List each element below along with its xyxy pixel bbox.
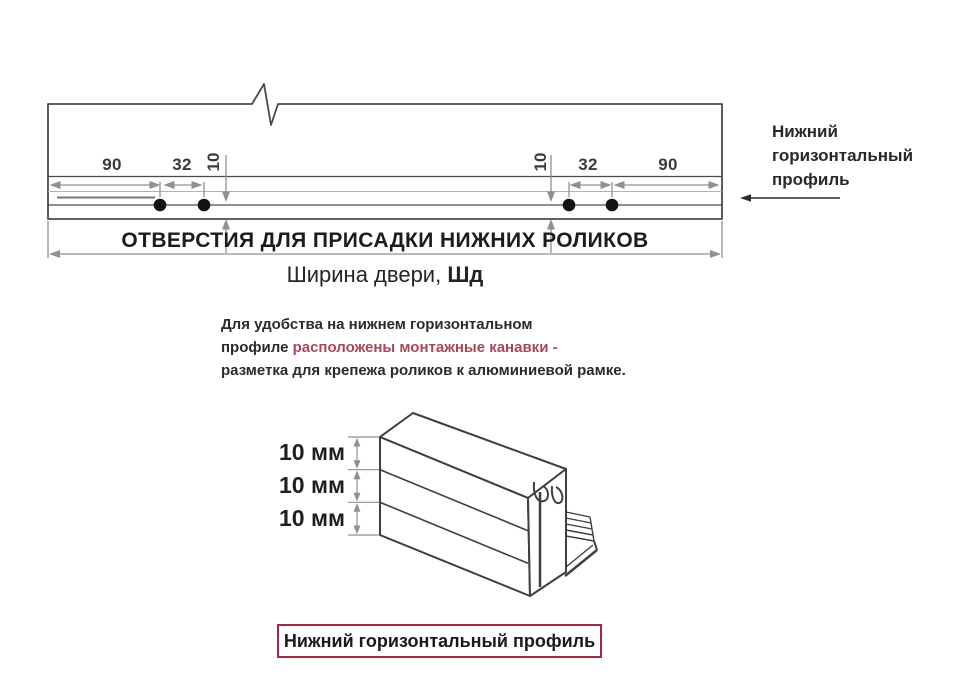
- dim-label-10-right: 10: [531, 152, 550, 172]
- note-line2-highlight: расположены монтажные канавки -: [292, 339, 558, 356]
- profile-groove-lines: [48, 177, 722, 206]
- note-line2-start: профиле: [221, 339, 289, 356]
- holes-title: ОТВЕРСТИЯ ДЛЯ ПРИСАДКИ НИЖНИХ РОЛИКОВ: [121, 229, 649, 252]
- note-line3: разметка для крепежа роликов к алюминиевой рамке.: [221, 362, 626, 379]
- dim-label-10-left: 10: [204, 152, 223, 172]
- profile-pointer-arrow: [740, 194, 840, 202]
- iso-box: [380, 413, 566, 596]
- dim-label-32-left: 32: [172, 155, 192, 174]
- caption-box: [277, 624, 602, 658]
- caption-text: Нижний горизонтальный профиль: [283, 630, 596, 651]
- iso-dim-label-bottom: 10 мм: [278, 505, 345, 531]
- door-width-text: Ширина двери,: [286, 262, 442, 287]
- bottom-profile-isometric-drawing: [300, 393, 640, 623]
- door-width-symbol: Шд: [447, 262, 484, 287]
- profile-side-label: Нижний горизонтальный профиль: [772, 122, 914, 189]
- mounting-grooves-note: [221, 313, 661, 382]
- iso-dim-label-top: 10 мм: [278, 439, 345, 465]
- door-width-label: [48, 262, 722, 288]
- iso-dim-label-middle: 10 мм: [278, 472, 345, 498]
- dim-label-90-right: 90: [658, 155, 678, 174]
- dim-label-32-right: 32: [578, 155, 598, 174]
- note-line1: Для удобства на нижнем горизонтальном: [221, 316, 533, 333]
- iso-dimension-ticks: [348, 437, 379, 535]
- profile-outline: [48, 84, 722, 219]
- dim-label-90-left: 90: [102, 155, 122, 174]
